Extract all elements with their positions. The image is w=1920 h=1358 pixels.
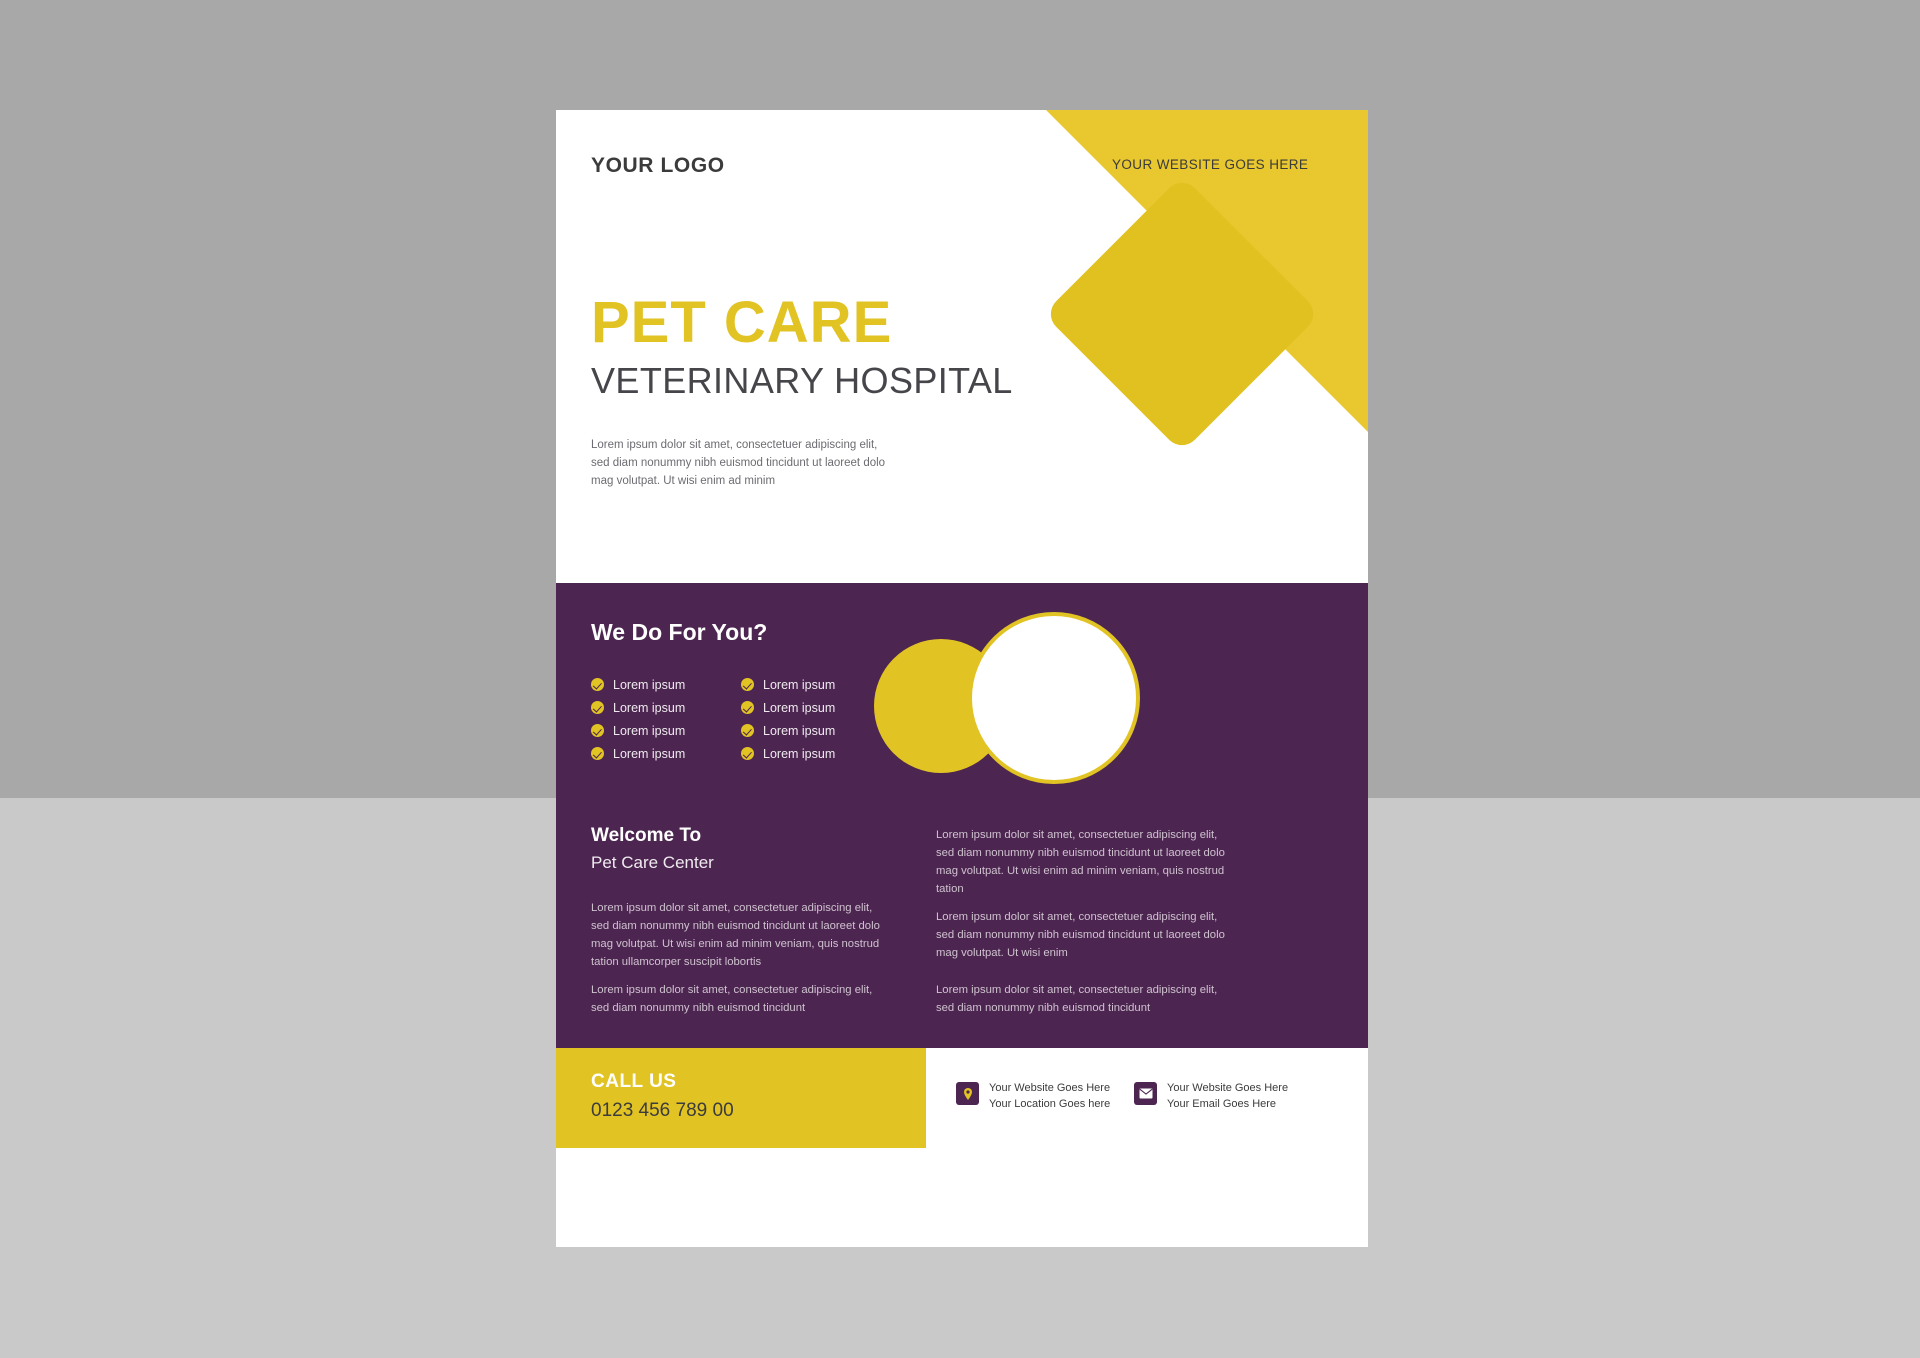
welcome-subheading: Pet Care Center — [591, 853, 714, 872]
welcome-right-paragraph-2: Lorem ipsum dolor sit amet, consectetuer adipiscing elit, sed diam nonummy nibh euismod tincidunt ut laoreet dolo mag volutpat. Ut wisi enim — [936, 911, 1225, 960]
flyer-header-section — [556, 110, 1368, 583]
list-item — [741, 696, 891, 719]
flyer-title: PET CARE — [591, 290, 893, 355]
flyer-subtitle: VETERINARY HOSPITAL — [591, 360, 1013, 401]
list-item-label: Lorem ipsum — [763, 700, 836, 715]
services-list — [591, 673, 871, 765]
list-item — [591, 673, 741, 696]
list-item-label: Lorem ipsum — [763, 677, 836, 692]
check-icon — [741, 724, 754, 737]
check-icon — [741, 678, 754, 691]
check-icon — [591, 724, 604, 737]
envelope-icon — [1134, 1082, 1157, 1105]
header-website-text: YOUR WEBSITE GOES HERE — [1112, 157, 1309, 172]
list-item-label: Lorem ipsum — [763, 723, 836, 738]
check-icon — [591, 701, 604, 714]
image-placeholder-circle — [968, 612, 1140, 784]
contact-location-lines — [989, 1082, 1110, 1112]
check-icon — [741, 747, 754, 760]
welcome-right-paragraph-3: Lorem ipsum dolor sit amet, consectetuer adipiscing elit, sed diam nonummy nibh euismod tincidunt — [936, 984, 1218, 1015]
check-icon — [591, 678, 604, 691]
list-item — [741, 673, 891, 696]
call-us-panel — [556, 1048, 926, 1148]
welcome-right-paragraph-1: Lorem ipsum dolor sit amet, consectetuer adipiscing elit, sed diam nonummy nibh euismod tincidunt ut laoreet dolo mag volutpat. Ut wisi enim ad minim veniam, quis nostrud tation — [936, 829, 1225, 896]
contact-email-lines — [1167, 1082, 1288, 1112]
flyer-footer-section — [556, 1048, 1368, 1148]
list-item — [591, 719, 741, 742]
check-icon — [591, 747, 604, 760]
call-us-label: CALL US — [591, 1071, 677, 1092]
contact-location-line-1: Your Website Goes Here — [989, 1082, 1111, 1094]
welcome-left-paragraph-2: Lorem ipsum dolor sit amet, consectetuer adipiscing elit, sed diam nonummy nibh euismod tincidunt — [591, 984, 873, 1015]
list-item-label: Lorem ipsum — [763, 746, 836, 761]
contact-location-block — [956, 1082, 1110, 1112]
flyer-body-section — [556, 583, 1368, 1048]
list-item-label: Lorem ipsum — [613, 746, 686, 761]
phone-number: 0123 456 789 00 — [591, 1100, 734, 1121]
welcome-heading: Welcome To — [591, 825, 702, 846]
contact-email-block — [1134, 1082, 1288, 1112]
list-item-label: Lorem ipsum — [613, 700, 686, 715]
welcome-left-paragraph-1: Lorem ipsum dolor sit amet, consectetuer adipiscing elit, sed diam nonummy nibh euismod tincidunt ut laoreet dolo mag volutpat. Ut wisi enim ad minim veniam, quis nostrud tation ullamcorper suscipit lobortis — [591, 902, 880, 969]
location-pin-icon — [956, 1082, 979, 1105]
logo-text: YOUR LOGO — [591, 154, 725, 177]
list-item — [741, 742, 891, 765]
list-item — [591, 696, 741, 719]
list-item — [591, 742, 741, 765]
contact-location-line-2: Your Location Goes here — [989, 1097, 1111, 1110]
services-heading: We Do For You? — [591, 619, 768, 645]
check-icon — [741, 701, 754, 714]
contact-email-line-2: Your Email Goes Here — [1167, 1097, 1277, 1110]
flyer-intro-paragraph: Lorem ipsum dolor sit amet, consectetuer adipiscing elit, sed diam nonummy nibh euismod tincidunt ut laoreet dolo mag volutpat. Ut wisi enim ad minim — [591, 439, 886, 487]
contact-email-line-1: Your Website Goes Here — [1167, 1082, 1289, 1094]
list-item-label: Lorem ipsum — [613, 723, 686, 738]
list-item-label: Lorem ipsum — [613, 677, 686, 692]
list-item — [741, 719, 891, 742]
flyer-document — [556, 110, 1368, 1247]
